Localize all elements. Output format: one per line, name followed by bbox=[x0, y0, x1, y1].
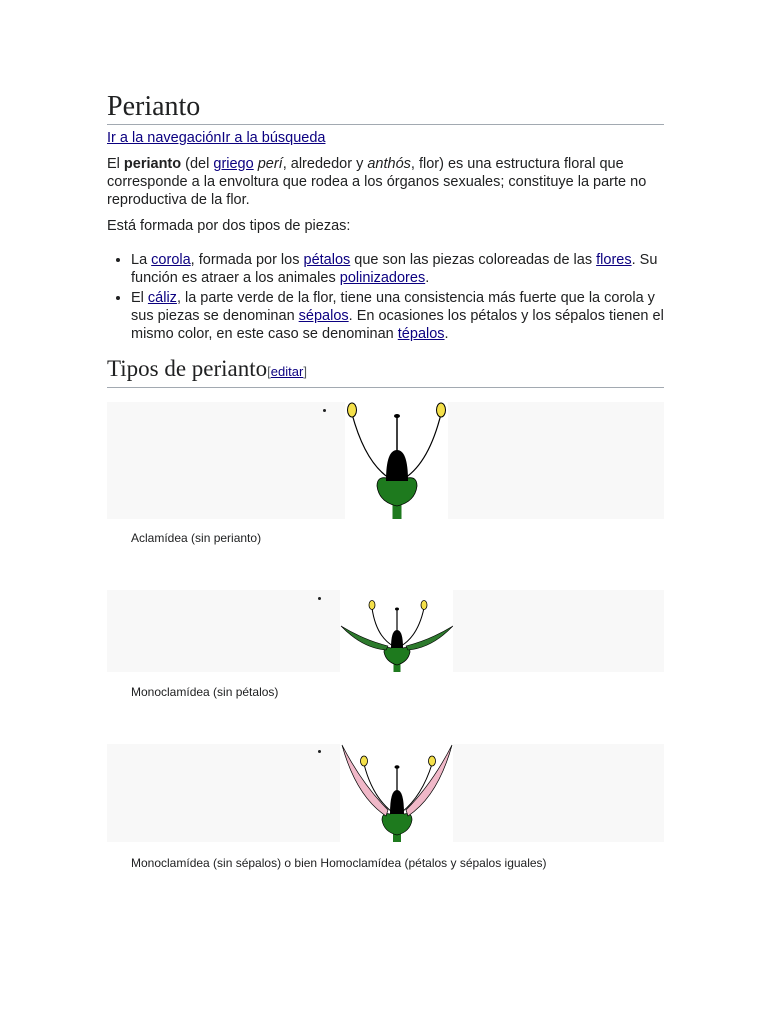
figure-aclamidea bbox=[107, 402, 664, 519]
intro-paragraph bbox=[107, 155, 664, 209]
petal bbox=[342, 745, 388, 816]
list-text: El bbox=[131, 290, 148, 306]
figure-sin-sepalos bbox=[107, 744, 664, 842]
flores-link[interactable]: flores bbox=[596, 252, 632, 268]
page-title: Perianto bbox=[107, 90, 664, 125]
gallery-bullet bbox=[318, 597, 321, 600]
pieces-list bbox=[107, 251, 664, 343]
anther bbox=[348, 403, 357, 417]
jump-to-search-link[interactable]: Ir a la búsqueda bbox=[221, 130, 326, 146]
griego-link[interactable]: griego bbox=[213, 156, 254, 172]
ovary bbox=[390, 790, 404, 814]
ovary bbox=[386, 450, 408, 481]
sepal bbox=[341, 626, 388, 650]
edit-link[interactable]: editar bbox=[270, 364, 304, 379]
list-text: . En ocasiones los pétalos y los sépalos tienen el mismo color, en este caso se denominan bbox=[131, 308, 664, 342]
section-heading bbox=[107, 355, 664, 388]
anther bbox=[369, 601, 375, 610]
stamen-filament bbox=[352, 414, 389, 478]
sepalos-link[interactable]: sépalos bbox=[298, 308, 349, 324]
jump-links bbox=[107, 129, 664, 147]
flower-image[interactable] bbox=[340, 590, 453, 672]
corola-link[interactable]: corola bbox=[151, 252, 191, 268]
intro-text: , alrededor y bbox=[282, 156, 368, 172]
list-text: que son las piezas coloreadas de las bbox=[350, 252, 597, 268]
intro-bold-term: perianto bbox=[123, 156, 182, 172]
flower-image[interactable] bbox=[340, 744, 453, 842]
edit-section bbox=[267, 364, 307, 379]
gallery-bullet bbox=[318, 750, 321, 753]
anther bbox=[421, 601, 427, 610]
gallery-bullet bbox=[323, 409, 326, 412]
figure-caption: Monoclamídea (sin pétalos) bbox=[131, 685, 279, 699]
flower-image[interactable] bbox=[345, 402, 448, 519]
stigma bbox=[395, 765, 400, 769]
stamen-filament bbox=[405, 414, 441, 478]
stamen-filament bbox=[372, 608, 393, 646]
intro-text: , flor) es una estructura floral que corresponde a la envoltura que rodea a los órganos sexuales; constituye la parte no reproductiva de la flor. bbox=[107, 156, 647, 208]
section-title: Tipos de perianto bbox=[107, 356, 268, 381]
edit-bracket-open: [ bbox=[267, 364, 271, 379]
tepalos-link[interactable]: tépalos bbox=[397, 326, 445, 342]
anther bbox=[361, 756, 368, 766]
figure-sin-petalos bbox=[107, 590, 664, 672]
list-text: , formada por los bbox=[190, 252, 304, 268]
caliz-link[interactable]: cáliz bbox=[147, 290, 177, 306]
petalos-link[interactable]: pétalos bbox=[303, 252, 351, 268]
stamen-filament bbox=[401, 608, 424, 646]
stigma bbox=[395, 608, 399, 611]
flower-sin-sepalos-svg bbox=[340, 744, 453, 842]
list-text: . bbox=[444, 326, 449, 342]
list-item-corola bbox=[131, 251, 664, 287]
anther bbox=[437, 403, 446, 417]
figure-caption: Aclamídea (sin perianto) bbox=[131, 531, 262, 545]
pieces-intro: Está formada por dos tipos de piezas: bbox=[107, 218, 351, 234]
list-item-caliz bbox=[131, 289, 664, 343]
list-text: . bbox=[425, 270, 430, 286]
intro-text: (del bbox=[181, 156, 214, 172]
polinizadores-link[interactable]: polinizadores bbox=[339, 270, 426, 286]
list-text: La bbox=[131, 252, 152, 268]
edit-bracket-close: ] bbox=[303, 364, 307, 379]
article bbox=[107, 90, 664, 388]
petal bbox=[406, 745, 452, 816]
flower-sin-petalos-svg bbox=[340, 590, 453, 672]
stigma bbox=[394, 414, 400, 418]
list-text: , la parte verde de la flor, tiene una consistencia más fuerte que la corola y sus piezas se denominan bbox=[131, 290, 655, 324]
jump-to-navigation-link[interactable]: Ir a la navegación bbox=[107, 130, 222, 146]
figure-frame bbox=[107, 744, 664, 842]
sepal bbox=[406, 626, 453, 650]
figure-caption: Monoclamídea (sin sépalos) o bien Homoclamídea (pétalos y sépalos iguales) bbox=[131, 856, 547, 870]
figure-frame bbox=[107, 590, 664, 672]
figure-frame bbox=[107, 402, 664, 519]
intro-text: El bbox=[107, 156, 124, 172]
list-text: . Su función es atraer a los animales bbox=[131, 252, 658, 286]
intro-italic-anthos: anthós bbox=[367, 156, 411, 172]
anther bbox=[429, 756, 436, 766]
intro-italic-peri: perí bbox=[257, 156, 283, 172]
flower-aclamidea-svg bbox=[345, 402, 448, 519]
